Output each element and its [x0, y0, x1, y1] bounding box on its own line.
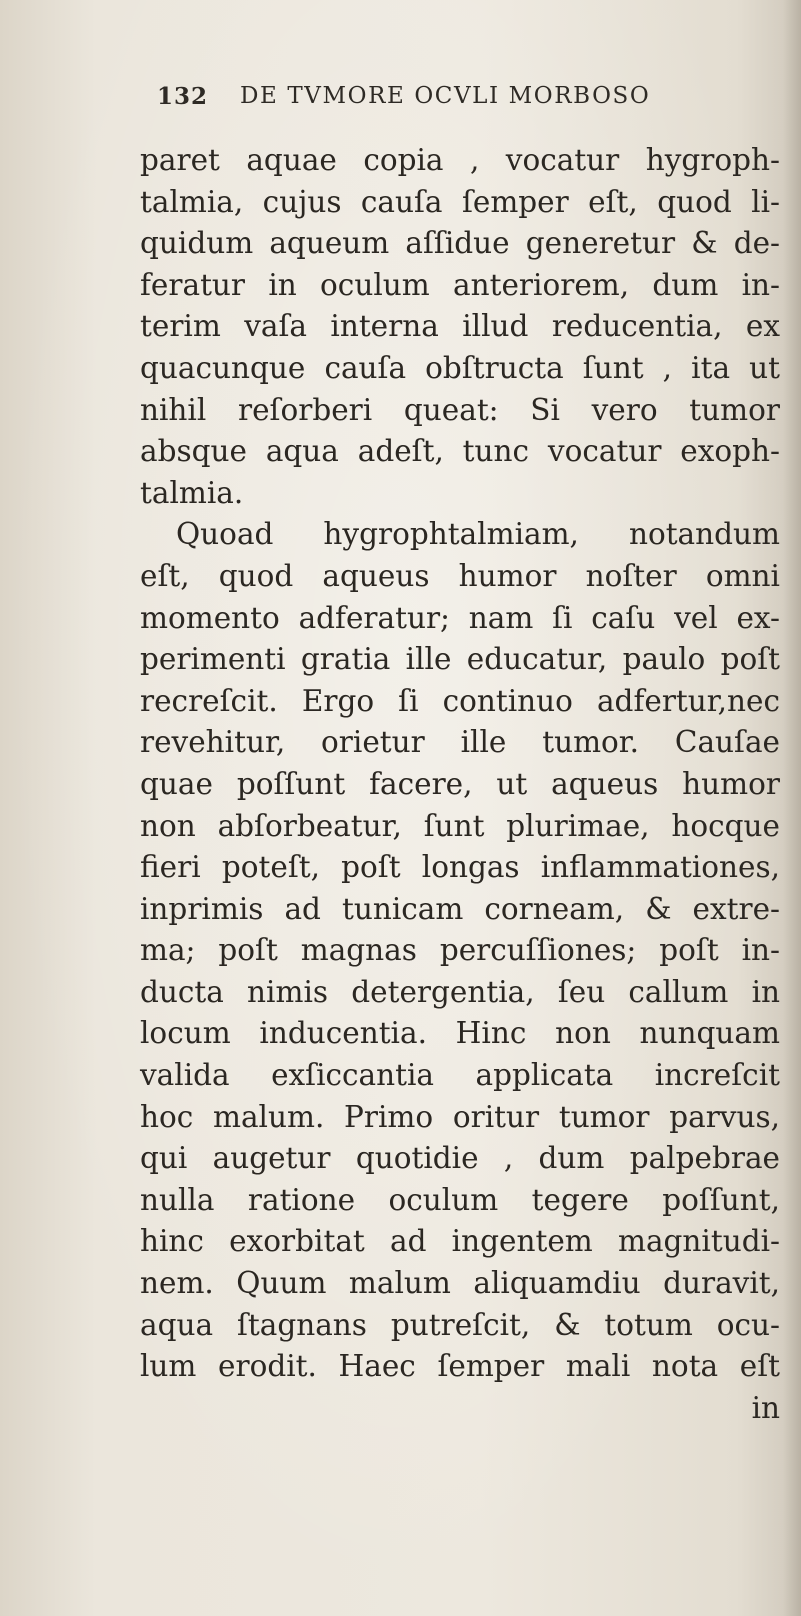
catchword: in	[751, 1390, 780, 1425]
text-line: paret aquae copia , vocatur hygroph-	[140, 143, 780, 177]
text-line: aqua ſtagnans putreſcit, & totum ocu-	[140, 1307, 780, 1342]
text-line: eſt, quod aqueus humor noſter omni	[140, 558, 780, 593]
text-line: revehitur, orietur ille tumor. Cauſae	[140, 725, 780, 760]
text-line: momento adferatur; nam ſi caſu vel ex-	[140, 600, 780, 635]
running-title: DE TVMORE OCVLI MORBOSO	[240, 83, 651, 109]
text-line: inprimis ad tunicam corneam, & extre-	[140, 891, 780, 926]
running-head	[157, 83, 702, 119]
text-line: ma; poſt magnas percuſſiones; poſt in-	[140, 933, 780, 968]
text-line: quacunque cauſa obſtructa ſunt , ita ut	[140, 350, 780, 385]
text-line: nihil reſorberi queat: Si vero tumor	[140, 392, 780, 427]
text-line: qui augetur quotidie , dum palpebrae	[140, 1141, 780, 1176]
text-line: talmia, cujus cauſa ſemper eſt, quod li-	[140, 184, 780, 219]
text-line: quidum aqueum aſſidue generetur & de-	[140, 226, 780, 261]
text-line: fieri poteſt, poſt longas inflammationes,	[140, 850, 780, 885]
text-line: locum inducentia. Hinc non nunquam	[140, 1016, 780, 1051]
page-number: 132	[157, 83, 209, 110]
text-line: ducta nimis detergentia, ſeu callum in	[140, 974, 780, 1009]
text-line: talmia.	[140, 475, 244, 510]
text-line: valida exſiccantia applicata increſcit	[140, 1058, 780, 1093]
text-line: hinc exorbitat ad ingentem magnitudi-	[140, 1224, 780, 1259]
text-line: recreſcit. Ergo ſi continuo adfertur,nec	[140, 683, 780, 718]
text-line: non abſorbeatur, ſunt plurimae, hocque	[140, 808, 780, 843]
text-line: nulla ratione oculum tegere poſſunt,	[140, 1182, 780, 1217]
text-line: terim vaſa interna illud reducentia, ex	[140, 309, 780, 344]
text-line: Quoad hygrophtalmiam, notandum	[176, 517, 780, 552]
text-line: hoc malum. Primo oritur tumor parvus,	[140, 1099, 780, 1134]
body-text	[140, 140, 780, 1429]
text-line: absque aqua adeſt, tunc vocatur exoph-	[140, 434, 780, 469]
text-line: feratur in oculum anteriorem, dum in-	[140, 267, 780, 302]
text-line: nem. Quum malum aliquamdiu duravit,	[140, 1266, 780, 1301]
text-line: quae poſſunt facere, ut aqueus humor	[140, 766, 780, 801]
text-line: perimenti gratia ille educatur, paulo poſt	[140, 642, 780, 677]
text-line: lum erodit. Haec ſemper mali nota eſt	[140, 1349, 780, 1384]
page-edge-shadow	[783, 0, 801, 1616]
